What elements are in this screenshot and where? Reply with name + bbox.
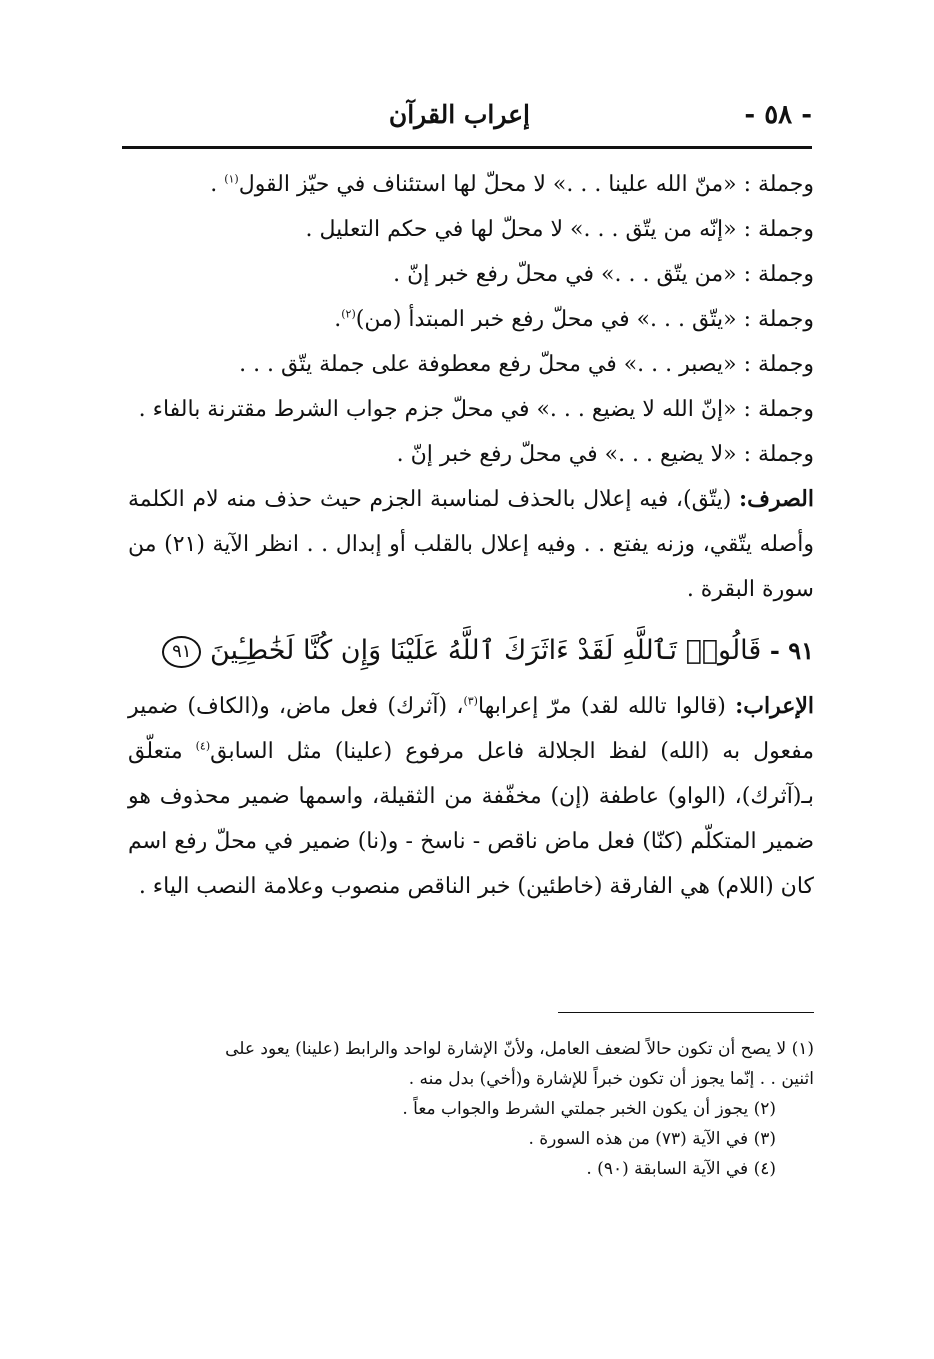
sentence-line-5: وجملة : «يصبر . . .» في محلّ رفع معطوفة على جملة يتّق . . . bbox=[239, 352, 814, 377]
sarf-term: الصرف: bbox=[739, 486, 814, 512]
irab-term: الإعراب: bbox=[735, 693, 815, 719]
sentence-text: وجملة : «يتّق . . .» في محلّ رفع خبر المبتدأ (من) bbox=[355, 307, 814, 332]
quran-verse bbox=[128, 618, 814, 684]
footnote-1-cont: اثنين . . إنّما يجوز أن تكون خبراً للإشارة و(أخي) بدل منه . bbox=[408, 1069, 814, 1089]
page-number: - ٥٨ - bbox=[744, 100, 812, 130]
footnote-ref[interactable]: (١) bbox=[224, 172, 239, 186]
header-rule bbox=[122, 146, 812, 149]
sentence-line-6: وجملة : «إنّ الله لا يضيع . . .» في محلّ جزم جواب الشرط مقترنة بالفاء . bbox=[138, 397, 814, 422]
footnote-ref[interactable]: (٤) bbox=[195, 739, 211, 753]
footnote-2: (٢) يجوز أن يكون الخبر جملتي الشرط والجواب معاً . bbox=[402, 1099, 776, 1119]
verse-text: قَالُوا۟ تَٱللَّهِ لَقَدْ ءَاثَرَكَ ٱللَّهُ عَلَيْنَا وَإِن كُنَّا لَخَٰطِـِٔينَ bbox=[201, 635, 770, 666]
sentence-line-1: وجملة : «منّ الله علينا . . .» لا محلّ لها استئناف في حيّز القول$^{(١)}$ . bbox=[210, 172, 814, 197]
main-text bbox=[128, 162, 814, 909]
footnotes bbox=[128, 1034, 814, 1184]
verse-end-marker: ٩١ bbox=[162, 636, 201, 668]
footnote-ref[interactable]: (٢) bbox=[341, 307, 356, 321]
sarf-text: (يتّق)، فيه إعلال بالحذف لمناسبة الجزم حيث حذف منه لام الكلمة وأصله يتّقي، وزنه يفتع . . وفيه إعلال بالقلب أو إبدال . . انظر الآية (٢١) من سورة البقرة . bbox=[128, 487, 815, 602]
footnote-rule bbox=[558, 1012, 814, 1013]
sentence-line-7: وجملة : «لا يضيع . . .» في محلّ رفع خبر إنّ . bbox=[396, 442, 814, 467]
verse-number: ٩١ - bbox=[769, 636, 814, 665]
running-title: إعراب القرآن bbox=[388, 100, 530, 129]
sentence-line-3: وجملة : «من يتّق . . .» في محلّ رفع خبر إنّ . bbox=[393, 262, 814, 287]
footnote-ref[interactable]: (٣) bbox=[463, 694, 478, 708]
irab-paragraph: الإعراب: (قالوا تالله لقد) مرّ إعرابها$^{(٣)}$، (آثرك) فعل ماض، و(الكاف) ضمير مفعول به (الله) لفظ الجلالة فاعل مرفوع (علينا) مثل السابق$^{(٤)}$ متعلّق بـ(آثرك)، (الواو) عاطفة (إن) مخفّفة من الثقيلة، واسمها ضمير محذوف هو ضمير المتكلّم (كنّا) فعل ماض ناقص - ناسخ - و(نا) ضمير في محلّ رفع اسم كان (اللام) هي الفارقة (خاطئين) خبر الناقص منصوب وعلامة النصب الياء . bbox=[128, 693, 815, 899]
footnote-3: (٣) في الآية (٧٣) من هذه السورة . bbox=[528, 1129, 776, 1149]
sentence-line-2: وجملة : «إنّه من يتّق . . .» لا محلّ لها في حكم التعليل . bbox=[305, 217, 814, 242]
sarf-paragraph bbox=[128, 477, 814, 612]
page-header bbox=[122, 92, 812, 146]
footnote-4: (٤) في الآية السابقة (٩٠) . bbox=[586, 1159, 776, 1179]
sentence-text: وجملة : «منّ الله علينا . . .» لا محلّ لها استئناف في حيّز القول bbox=[238, 172, 814, 197]
footnote-1: (١) لا يصح أن تكون حالاً لضعف العامل، ولأنّ الإشارة لواحد والرابط (علينا) يعود على bbox=[225, 1039, 814, 1059]
sentence-line-4: وجملة : «يتّق . . .» في محلّ رفع خبر المبتدأ (من)$^{(٢)}$. bbox=[334, 307, 814, 332]
